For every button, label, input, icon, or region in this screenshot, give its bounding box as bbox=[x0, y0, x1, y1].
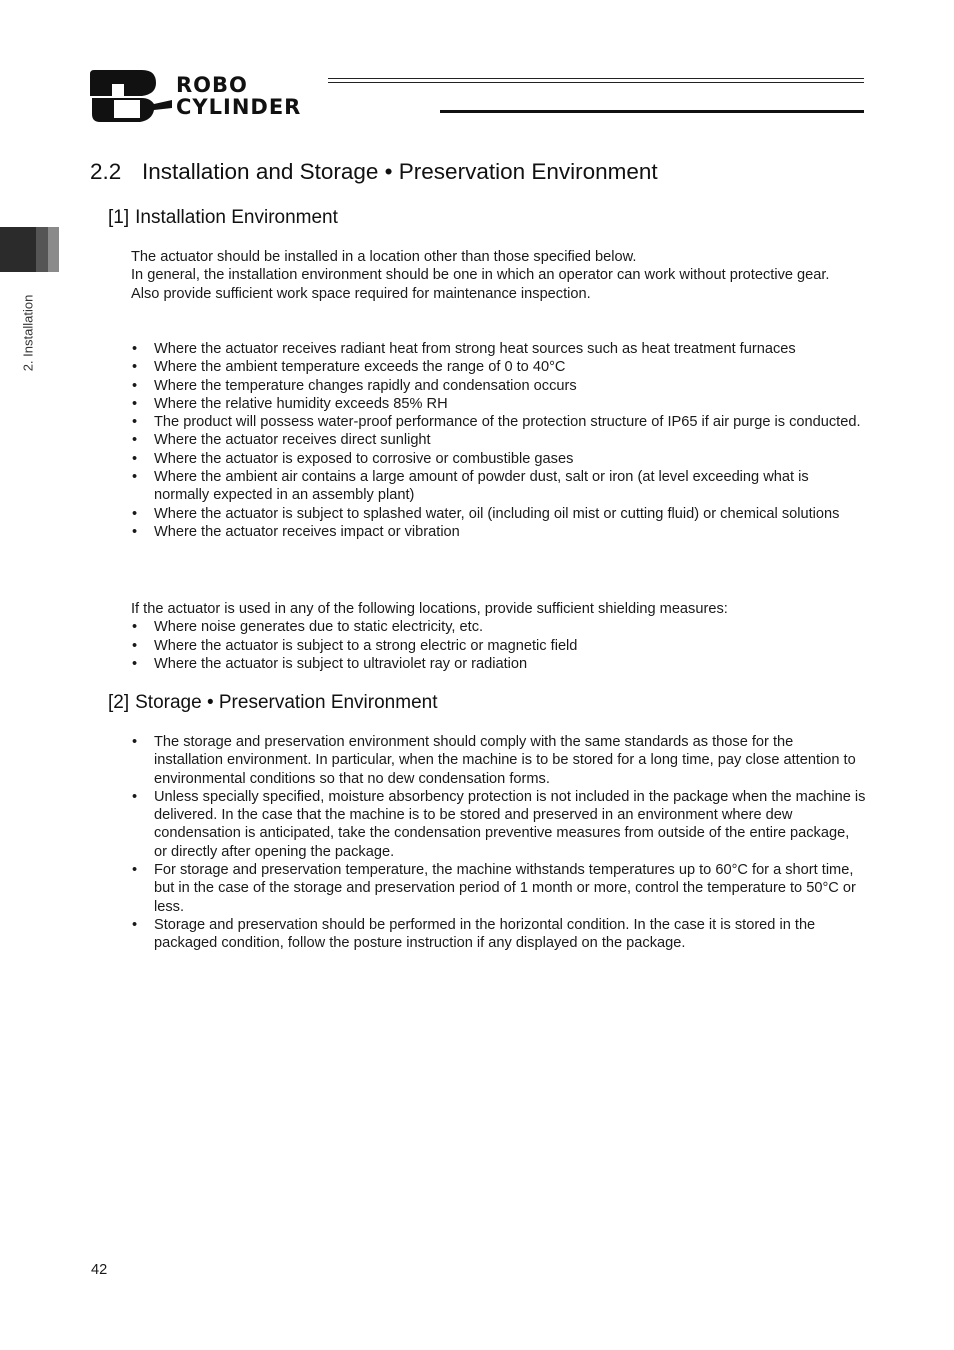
list-item: • Where the actuator is exposed to corrosive or combustible gases bbox=[131, 450, 866, 468]
shielding-section bbox=[131, 600, 866, 673]
header-rule-thick bbox=[440, 110, 864, 113]
list-item: • Where noise generates due to static electricity, etc. bbox=[131, 618, 866, 636]
list-item: • Where the actuator receives radiant heat from strong heat sources such as heat treatment furnaces bbox=[131, 340, 866, 358]
section-heading bbox=[90, 159, 658, 185]
subsection-number: [1] bbox=[108, 207, 130, 228]
installation-intro bbox=[131, 248, 866, 303]
storage-conditions bbox=[131, 733, 866, 953]
subsection-number: [2] bbox=[108, 692, 130, 713]
page-number: 42 bbox=[91, 1262, 108, 1278]
chapter-tab-marker bbox=[0, 227, 36, 272]
paragraph: Also provide sufficient work space required for maintenance inspection. bbox=[131, 285, 591, 302]
logo-wordmark-robo: ROBO bbox=[176, 73, 248, 97]
list-item: • For storage and preservation temperature, the machine withstands temperatures up to 60°C for a short time, but in the case of the storage and preservation period of 1 month or more, control the temperature to 50°C or less. bbox=[131, 861, 866, 916]
header-rule bbox=[328, 78, 864, 79]
subsection-title: Storage • Preservation Environment bbox=[135, 692, 438, 713]
list-item: • Unless specially specified, moisture absorbency protection is not included in the package when the machine is delivered. In the case that the machine is to be stored and preserved in an environment where dew condensation is anticipated, take the condensation preventive measures from outside of the entire package, or directly after opening the package. bbox=[131, 788, 866, 861]
list-item: • Where the actuator is subject to ultraviolet ray or radiation bbox=[131, 655, 866, 673]
list-item: • Where the actuator is subject to a strong electric or magnetic field bbox=[131, 637, 866, 655]
list-item: • Storage and preservation should be performed in the horizontal condition. In the case it is stored in the packaged condition, follow the posture instruction if any displayed on the package. bbox=[131, 916, 866, 953]
bullet-list bbox=[131, 618, 866, 673]
list-item: • The product will possess water-proof performance of the protection structure of IP65 if air purge is conducted. bbox=[131, 413, 866, 431]
section-number: 2.2 bbox=[90, 159, 122, 184]
list-item: • Where the ambient air contains a large amount of powder dust, salt or iron (at level exceeding what is normally expected in an assembly plant) bbox=[131, 468, 866, 505]
list-item: • Where the relative humidity exceeds 85% RH bbox=[131, 395, 866, 413]
subsection-title: Installation Environment bbox=[135, 207, 338, 228]
bullet-list bbox=[131, 340, 866, 541]
list-item: • Where the actuator is subject to splashed water, oil (including oil mist or cutting fluid) or chemical solutions bbox=[131, 505, 866, 523]
list-item: • Where the temperature changes rapidly and condensation occurs bbox=[131, 377, 866, 395]
subsection-heading-installation bbox=[108, 207, 338, 229]
chapter-tab-marker bbox=[36, 227, 48, 272]
section-title: Installation and Storage • Preservation Environment bbox=[142, 159, 658, 184]
chapter-side-label: 2. Installation bbox=[20, 294, 36, 372]
list-item: • Where the actuator receives direct sunlight bbox=[131, 431, 866, 449]
paragraph: The actuator should be installed in a location other than those specified below. bbox=[131, 249, 637, 265]
logo-wordmark-cylinder: CYLINDER bbox=[176, 95, 302, 119]
list-item: • Where the actuator receives impact or vibration bbox=[131, 523, 866, 541]
bullet-list bbox=[131, 733, 866, 953]
header-rule bbox=[328, 82, 864, 83]
paragraph: If the actuator is used in any of the following locations, provide sufficient shielding measures: bbox=[131, 601, 728, 617]
chapter-tab-marker bbox=[48, 227, 59, 272]
list-item: • The storage and preservation environment should comply with the same standards as those for the installation environment. In particular, when the machine is to be stored for a long time, pay close attention to environmental conditions so that no dew condensation forms. bbox=[131, 733, 866, 788]
list-item: • Where the ambient temperature exceeds the range of 0 to 40°C bbox=[131, 358, 866, 376]
paragraph: In general, the installation environment should be one in which an operator can work without protective gear. bbox=[131, 267, 830, 284]
installation-conditions bbox=[131, 340, 866, 541]
rc-logo-icon bbox=[90, 70, 172, 124]
subsection-heading-storage bbox=[108, 692, 437, 714]
